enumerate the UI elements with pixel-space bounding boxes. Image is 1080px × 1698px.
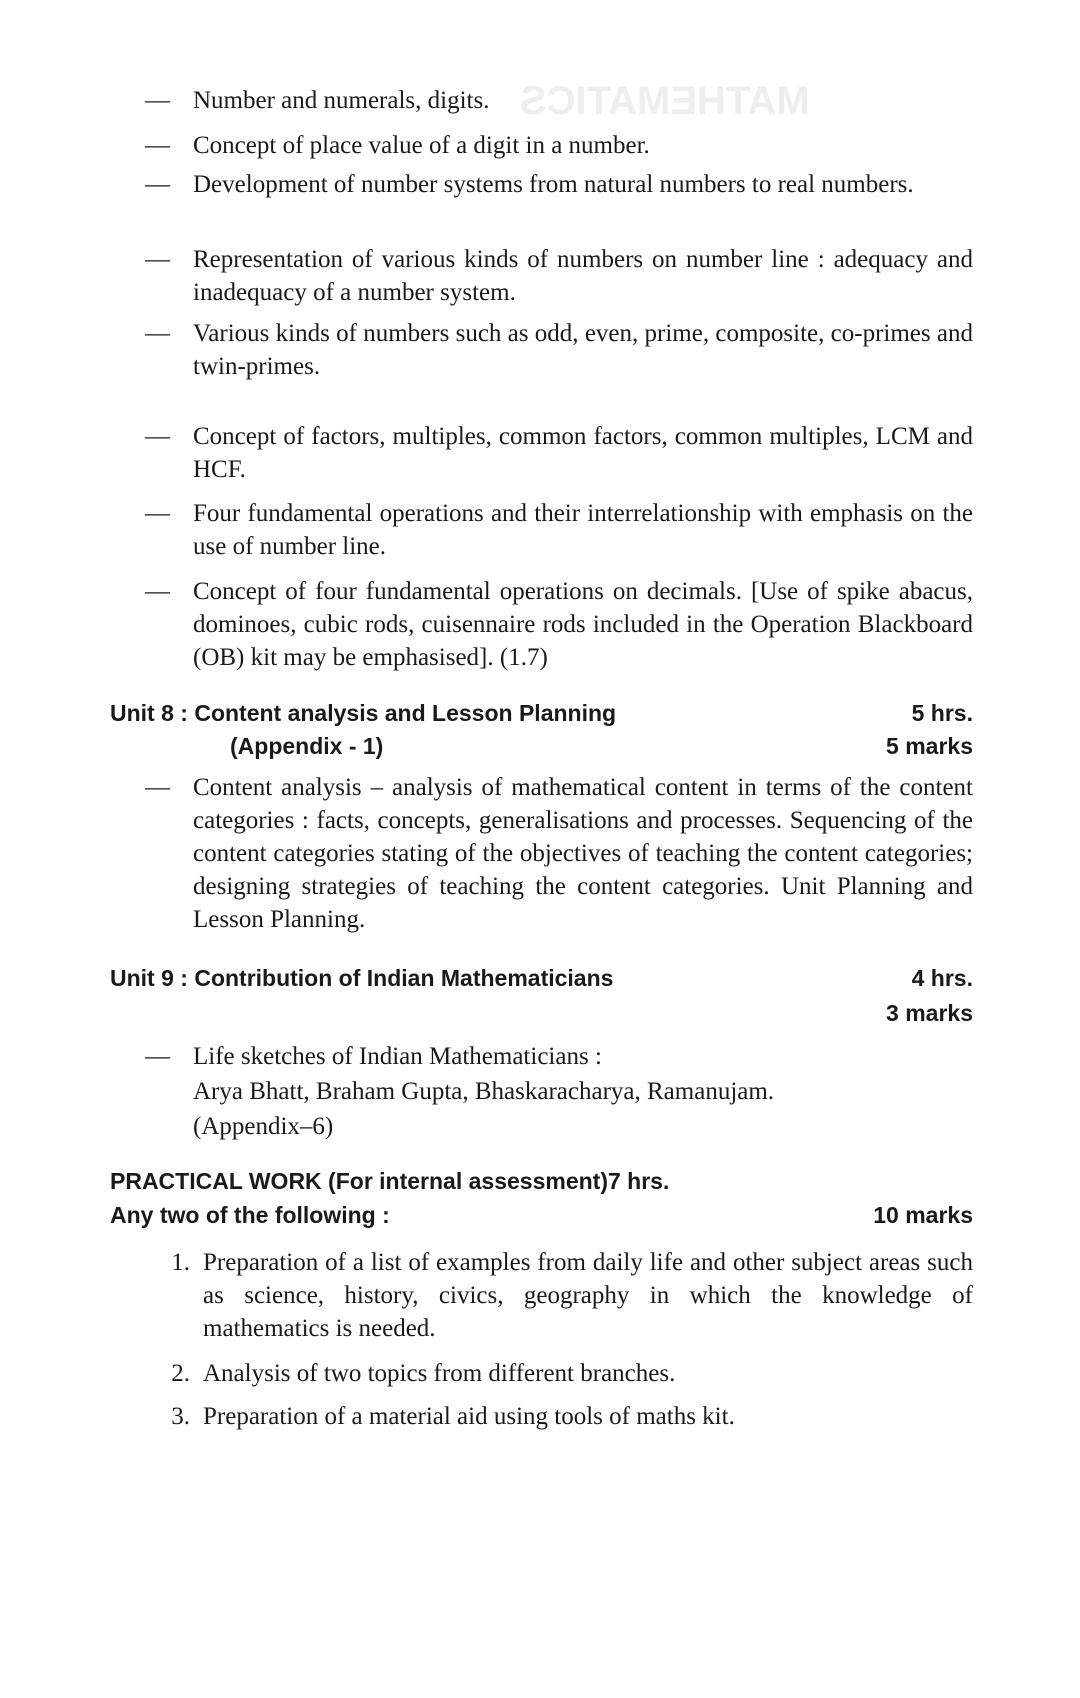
unit-9-hours: 4 hrs.: [911, 965, 973, 991]
unit-9-heading: [110, 962, 973, 995]
dash-bullet: —: [145, 578, 170, 605]
dash-bullet: —: [145, 774, 170, 801]
unit-9-subheading: [110, 997, 973, 1030]
numbered-item: [150, 1246, 973, 1345]
numbered-item-text: Preparation of a material aid using tools of maths kit.: [203, 1403, 735, 1430]
list-item: [145, 79, 973, 123]
unit-8-subheading: [110, 730, 973, 763]
item-number: 2.: [171, 1360, 190, 1387]
mathematician-names: Arya Bhatt, Braham Gupta, Bhaskaracharya, Ramanujam.: [193, 1078, 775, 1105]
list-item: [145, 129, 973, 162]
numbered-item: [150, 1400, 973, 1433]
list-item-text: Concept of place value of a digit in a number.: [193, 132, 650, 159]
list-item-text: Concept of four fundamental operations on decimals. [Use of spike abacus, dominoes, cubic rods, cuisennaire rods included in the Operation Blackboard (OB) kit may be emphasised]. (1.7): [193, 578, 973, 671]
list-item-text: Various kinds of numbers such as odd, even, prime, composite, co-primes and twin-primes.: [193, 320, 973, 380]
unit-8-heading: [110, 697, 973, 730]
unit-9-title: Unit 9 : Contribution of Indian Mathematicians: [110, 965, 614, 991]
practical-marks: 10 marks: [873, 1202, 973, 1228]
list-item: [145, 168, 973, 201]
practical-subheading-row: [110, 1199, 973, 1232]
bleed-through-text: MATHEMATICS: [520, 79, 810, 123]
appendix-reference: (Appendix–6): [193, 1113, 334, 1140]
list-item-text: Concept of factors, multiples, common factors, common multiples, LCM and HCF.: [193, 423, 973, 483]
dash-bullet: —: [145, 1043, 170, 1070]
dash-bullet: —: [145, 320, 170, 347]
list-item-text: Life sketches of Indian Mathematicians :: [193, 1043, 602, 1070]
numbered-item: [150, 1357, 973, 1390]
unit-8-appendix: (Appendix - 1): [230, 733, 384, 759]
list-item: [145, 317, 973, 383]
list-item: [145, 420, 973, 486]
numbered-item-text: Analysis of two topics from different branches.: [203, 1360, 676, 1387]
unit-9-marks: 3 marks: [886, 1000, 973, 1026]
item-number: 3.: [171, 1403, 190, 1430]
list-item: [145, 243, 973, 309]
numbered-item-text: Preparation of a list of examples from daily life and other subject areas such as science, history, civics, geography in which the knowledge of mathematics is needed.: [203, 1249, 973, 1342]
unit-8-marks: 5 marks: [886, 733, 973, 759]
practical-work-heading: PRACTICAL WORK (For internal assessment)7 hrs.: [110, 1168, 670, 1194]
list-item-text: Content analysis – analysis of mathematical content in terms of the content categories : facts, concepts, generalisations and processes. Sequencing of the content categories stating of the objectives of teaching the content categories; designing strategies of teaching the content categories. Unit Planning and Lesson Planning.: [193, 774, 973, 933]
dash-bullet: —: [145, 87, 170, 114]
list-item: [145, 575, 973, 674]
list-item: [145, 771, 973, 936]
dash-bullet: —: [145, 500, 170, 527]
dash-bullet: —: [145, 171, 170, 198]
unit-8-title: Unit 8 : Content analysis and Lesson Planning: [110, 700, 617, 726]
list-item: [145, 1040, 973, 1073]
item-number: 1.: [171, 1249, 190, 1276]
list-item-text: Number and numerals, digits.: [193, 87, 490, 114]
dash-bullet: —: [145, 246, 170, 273]
unit-8-hours: 5 hrs.: [911, 700, 973, 726]
dash-bullet: —: [145, 132, 170, 159]
list-item-text: Development of number systems from natural numbers to real numbers.: [193, 171, 914, 198]
dash-bullet: —: [145, 423, 170, 450]
list-item-text: Four fundamental operations and their interrelationship with emphasis on the use of number line.: [193, 500, 973, 560]
practical-subheading: Any two of the following :: [110, 1202, 390, 1228]
list-item: [145, 497, 973, 563]
list-item-text: Representation of various kinds of numbers on number line : adequacy and inadequacy of a number system.: [193, 246, 973, 306]
